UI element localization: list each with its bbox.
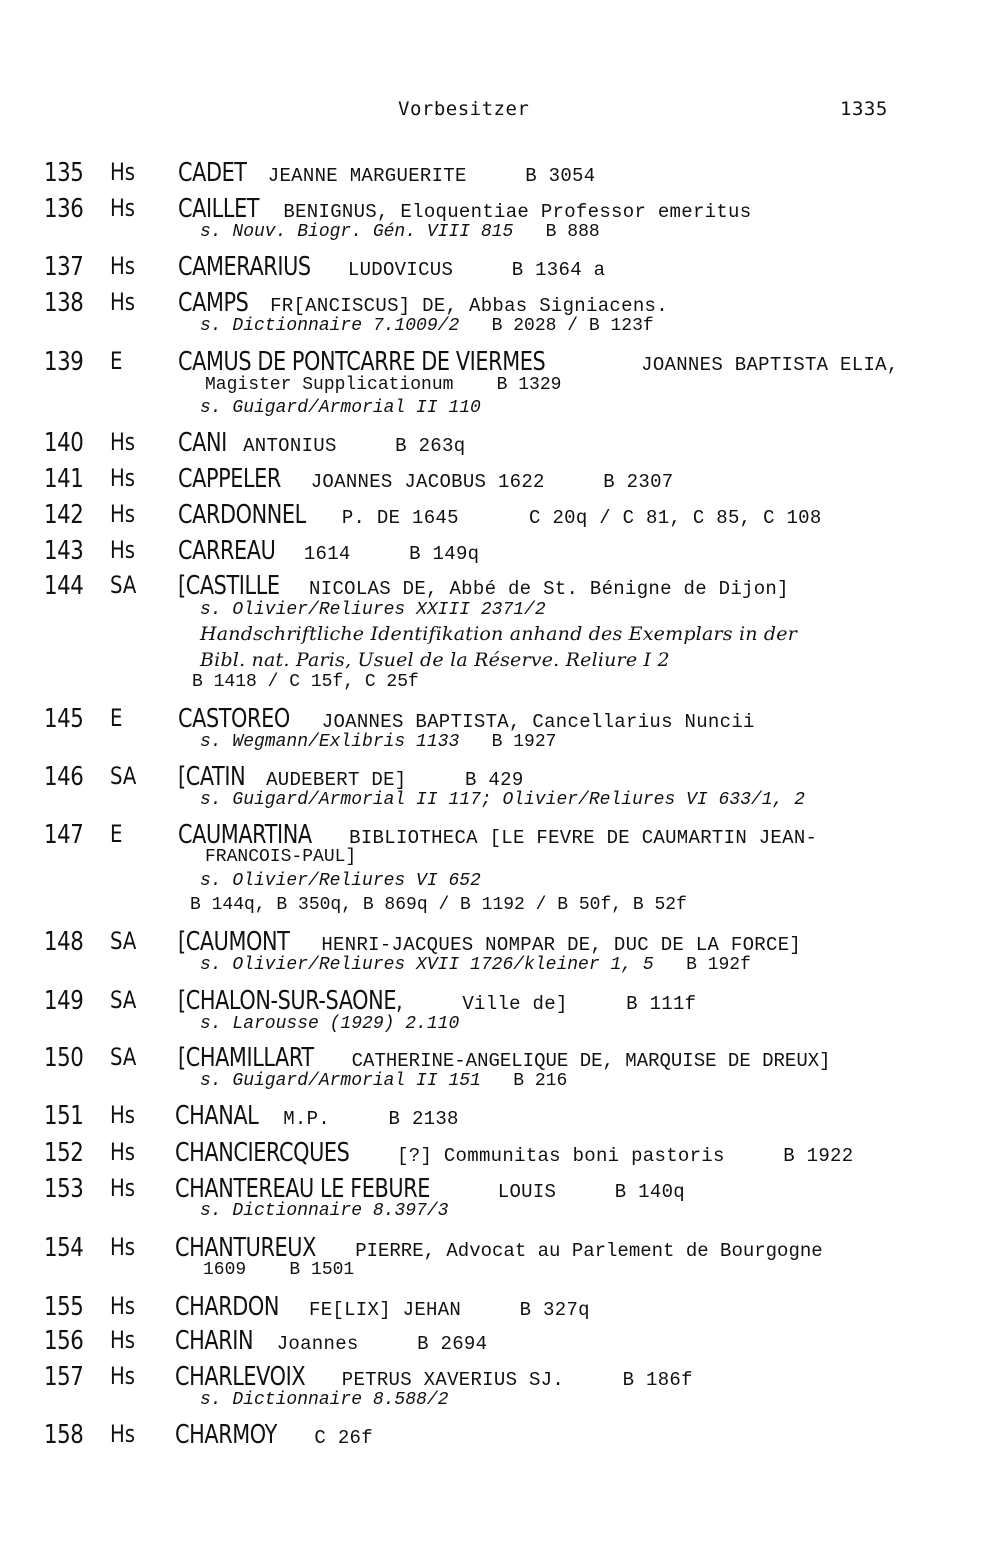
entry-number: 136 <box>44 194 84 224</box>
owner-name: CARDONNEL <box>178 500 306 530</box>
shelfmark: B 144q, B 350q, B 869q / B 1192 / B 50f, B 52f <box>190 895 687 915</box>
owner-details: [?] Communitas boni pastoris B 1922 <box>397 1145 854 1167</box>
owner-details: JOANNES BAPTISTA ELIA, <box>641 354 899 376</box>
owner-details: C 26f <box>314 1427 373 1449</box>
owner-name: CAMUS DE PONTCARRE DE VIERMES <box>178 347 546 377</box>
entry-type: E <box>110 820 123 848</box>
owner-name: CASTOREO <box>178 704 290 734</box>
owner-details: P. DE 1645 C 20q / C 81, C 85, C 108 <box>341 507 822 529</box>
owner-name: CHARDON <box>175 1292 279 1322</box>
entry-type: Hs <box>110 1326 136 1354</box>
reference: s. Wegmann/Exlibris 1133 <box>200 732 460 752</box>
entry-type: E <box>110 704 123 732</box>
owner-details: JEANNE MARGUERITE B 3054 <box>267 165 596 187</box>
entry-type: SA <box>110 762 137 790</box>
owner-name: CAMPS <box>178 288 249 318</box>
reference: s. Larousse (1929) 2.110 <box>200 1014 460 1034</box>
owner-details: LOUIS B 140q <box>497 1181 685 1203</box>
entry-type: Hs <box>110 536 136 564</box>
entry-number: 146 <box>44 762 84 792</box>
owner-name: CHARLEVOIX <box>175 1362 306 1392</box>
shelfmark: B 2028 / B 123f <box>491 316 654 336</box>
reference: s. Olivier/Reliures XVII 1726/kleiner 1, 5 <box>200 955 654 975</box>
entry-number: 152 <box>44 1138 84 1168</box>
owner-name: [CHAMILLART <box>178 1043 314 1073</box>
owner-name: [CASTILLE <box>178 571 280 601</box>
reference: s. Guigard/Armorial II 117; Olivier/Reliures VI 633/1, 2 <box>200 790 805 810</box>
entry-number: 142 <box>44 500 84 530</box>
reference: s. Olivier/Reliures XXIII 2371/2 <box>200 600 546 620</box>
entry-number: 151 <box>44 1101 84 1131</box>
owner-details: FE[LIX] JEHAN B 327q <box>309 1299 590 1321</box>
owner-details: PETRUS XAVERIUS SJ. B 186f <box>341 1369 693 1391</box>
entry-number: 148 <box>44 927 84 957</box>
shelfmark: B 1927 <box>491 732 557 752</box>
entry-type: Hs <box>110 1292 136 1320</box>
entry-number: 141 <box>44 464 84 494</box>
entry-type: Hs <box>110 500 136 528</box>
entry-number: 157 <box>44 1362 84 1392</box>
entry-number: 155 <box>44 1292 84 1322</box>
handwritten-note: Handschriftliche Identifikation anhand des Exemplars in der <box>200 623 797 645</box>
reference: s. Dictionnaire 7.1009/2 <box>200 316 460 336</box>
entry-type: SA <box>110 927 137 955</box>
entry-number: 145 <box>44 704 84 734</box>
entry-number: 153 <box>44 1174 84 1204</box>
owner-details-cont: FRANCOIS-PAUL] <box>205 847 357 867</box>
owner-details: CATHERINE-ANGELIQUE DE, MARQUISE DE DREUX] <box>351 1050 831 1072</box>
owner-name: CAPPELER <box>178 464 281 494</box>
reference: s. Guigard/Armorial II 110 <box>200 398 481 418</box>
entry-type: SA <box>110 571 137 599</box>
entry-number: 154 <box>44 1233 84 1263</box>
owner-details: AUDEBERT DE] B 429 <box>266 769 524 791</box>
owner-details: LUDOVICUS B 1364 a <box>347 259 606 281</box>
owner-name: CHANCIERCQUES <box>175 1138 350 1168</box>
entry-type: Hs <box>110 1420 136 1448</box>
owner-details: JOANNES BAPTISTA, Cancellarius Nuncii <box>321 711 755 733</box>
owner-details: Joannes B 2694 <box>276 1333 488 1355</box>
entry-type: Hs <box>110 1233 136 1261</box>
entry-type: Hs <box>110 428 136 456</box>
page-number: 1335 <box>840 98 888 120</box>
entry-number: 143 <box>44 536 84 566</box>
entry-number: 144 <box>44 571 84 601</box>
owner-details: FR[ANCISCUS] DE, Abbas Signiacens. <box>270 295 668 317</box>
entry-number: 135 <box>44 158 84 188</box>
owner-name: CAILLET <box>178 194 260 224</box>
entry-type: Hs <box>110 1362 136 1390</box>
owner-name: CAMERARIUS <box>178 252 311 282</box>
owner-details-cont: 1609 B 1501 <box>203 1260 355 1280</box>
reference: s. Olivier/Reliures VI 652 <box>200 871 481 891</box>
owner-details: HENRI-JACQUES NOMPAR DE, DUC DE LA FORCE] <box>321 934 802 956</box>
shelfmark: B 1418 / C 15f, C 25f <box>192 672 419 692</box>
owner-name: CAUMARTINA <box>178 820 312 850</box>
owner-name: CHANTUREUX <box>175 1233 316 1263</box>
entry-type: Hs <box>110 194 136 222</box>
reference: s. Dictionnaire 8.588/2 <box>200 1390 449 1410</box>
owner-name: [CAUMONT <box>178 927 290 957</box>
owner-details: PIERRE, Advocat au Parlement de Bourgogne <box>355 1240 823 1262</box>
entry-type: Hs <box>110 464 136 492</box>
entry-number: 137 <box>44 252 84 282</box>
running-header-title: Vorbesitzer <box>398 98 530 120</box>
reference: s. Dictionnaire 8.397/3 <box>200 1201 449 1221</box>
entry-number: 156 <box>44 1326 84 1356</box>
entry-type: Hs <box>110 1101 136 1129</box>
owner-details: NICOLAS DE, Abbé de St. Bénigne de Dijon] <box>309 578 789 600</box>
owner-name: CADET <box>178 158 247 188</box>
shelfmark: B 888 <box>545 222 600 242</box>
entry-type: SA <box>110 1043 137 1071</box>
owner-name: [CHALON-SUR-SAONE, <box>178 986 403 1016</box>
owner-name: CHARMOY <box>175 1420 277 1450</box>
owner-details: ANTONIUS B 263q <box>243 435 466 457</box>
owner-details: JOANNES JACOBUS 1622 B 2307 <box>310 471 674 493</box>
entry-number: 140 <box>44 428 84 458</box>
entry-type: Hs <box>110 1138 136 1166</box>
owner-details: BIBLIOTHECA [LE FEVRE DE CAUMARTIN JEAN- <box>349 827 818 849</box>
entry-number: 138 <box>44 288 84 318</box>
handwritten-note: Bibl. nat. Paris, Usuel de la Réserve. Reliure I 2 <box>200 649 670 671</box>
entry-number: 147 <box>44 820 84 850</box>
owner-name: CHANAL <box>175 1101 259 1131</box>
entry-type: E <box>110 347 123 375</box>
entry-type: Hs <box>110 252 136 280</box>
owner-details: 1614 B 149q <box>303 543 480 565</box>
reference: s. Nouv. Biogr. Gén. VIII 815 <box>200 222 514 242</box>
owner-details: Ville de] B 111f <box>462 993 697 1015</box>
owner-name: CHARIN <box>175 1326 254 1356</box>
owner-details: M.P. B 2138 <box>283 1108 459 1130</box>
owner-name: CARREAU <box>178 536 276 566</box>
entry-number: 158 <box>44 1420 84 1450</box>
owner-name: CANI <box>178 428 227 458</box>
entry-number: 149 <box>44 986 84 1016</box>
entry-number: 139 <box>44 347 84 377</box>
entry-number: 150 <box>44 1043 84 1073</box>
owner-details-cont: Magister Supplicationum B 1329 <box>205 375 562 395</box>
owner-name: [CATIN <box>178 762 246 792</box>
entry-type: Hs <box>110 158 136 186</box>
entry-type: SA <box>110 986 137 1014</box>
reference: s. Guigard/Armorial II 151 <box>200 1071 481 1091</box>
owner-details: BENIGNUS, Eloquentiae Professor emeritus <box>283 201 752 223</box>
shelfmark: B 216 <box>513 1071 568 1091</box>
entry-type: Hs <box>110 1174 136 1202</box>
entry-type: Hs <box>110 288 136 316</box>
shelfmark: B 192f <box>686 955 751 975</box>
owner-name: CHANTEREAU LE FEBURE <box>175 1174 430 1204</box>
